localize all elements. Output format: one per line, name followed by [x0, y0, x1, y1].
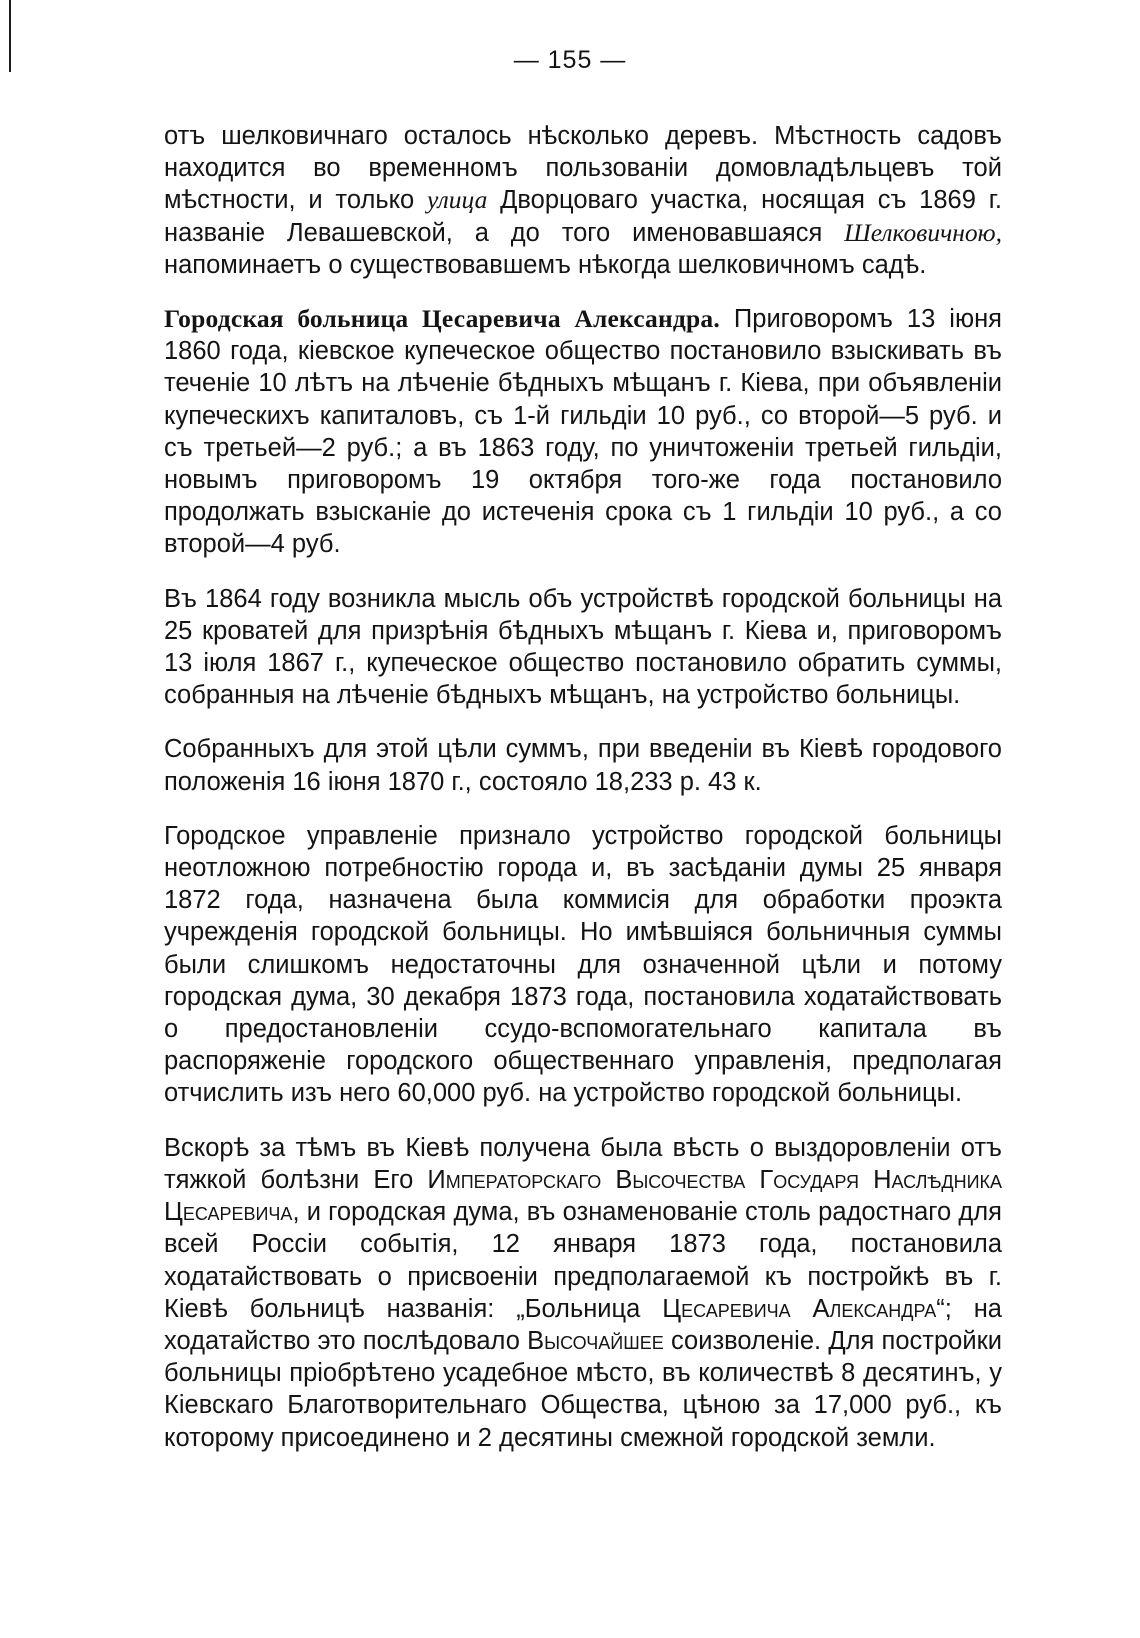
paragraph-text: Дворцоваго участка, носящая съ 1869 г. названіе Левашевской, а до того именовавшаяся	[164, 186, 1002, 247]
section-heading: Городская больница Цесаревича Александра.	[164, 304, 720, 334]
paragraph	[164, 820, 1002, 1110]
body-text	[164, 120, 1002, 1476]
paragraph	[164, 733, 1002, 797]
paragraph-text: Вскорѣ за тѣмъ въ Кіевѣ получена была вѣсть о выздоровленіи отъ тяжкой болѣзни Его	[164, 1133, 1002, 1194]
small-caps-text: Высочайшее	[527, 1326, 664, 1355]
paragraph-text: Въ 1864 году возникла мысль объ устройствѣ городской больницы на 25 кроватей для призрѣнія бѣдныхъ мѣщанъ г. Кіева и, приговоромъ 13 іюля 1867 г., купеческое общество постановило обратить суммы, собранныя на лѣченіе бѣдныхъ мѣщанъ, на устройство больницы.	[164, 584, 1002, 710]
paragraph-text: , и городская дума, въ ознаменованіе столь радостнаго для всей Россіи событія, 12 января 1873 года, постановила ходатайствовать о присвоеніи предполагаемой къ постройкѣ въ г. Кіевѣ больницѣ названія: „Больница	[164, 1198, 1002, 1323]
page-number: — 155 —	[513, 46, 627, 74]
paragraph-text: Приговоромъ 13 іюня 1860 года, кіевское купеческое общество постановило взыскивать въ теченіе 10 лѣтъ на лѣченіе бѣдныхъ мѣщанъ г. Кіева, при объявленіи купеческихъ капиталовъ, съ 1-й гильдіи 10 руб., со второй—5 руб. и съ третьей—2 руб.; а въ 1863 году, по уничтоженіи третьей гильдіи, новымъ приговоромъ 19 октября того-же года постановило продолжать взысканіе до истеченія срока съ 1 гильдіи 10 руб., а со второй—4 руб.	[164, 305, 1002, 559]
paragraph-text: “; на ходатайство это послѣдовало	[164, 1294, 1002, 1355]
paragraph-text: отъ шелковичнаго осталось нѣсколько деревъ. Мѣстность садовъ находится во временномъ пользованіи домовладѣльцевъ той мѣстности, и только	[164, 122, 1002, 215]
small-caps-text: Цесаревича Александра	[662, 1294, 937, 1323]
paragraph-text: напоминаетъ о существовавшемъ нѣкогда шелковичномъ садѣ.	[164, 250, 927, 279]
paragraph	[164, 583, 1002, 712]
paragraph-text: соизволеніе. Для постройки больницы пріобрѣтено усадебное мѣсто, въ количествѣ 8 десятинъ, у Кіевскаго Благотворительнаго Общества, цѣною за 17,000 руб., къ которому присоединено и 2 десятины смежной городской земли.	[164, 1326, 1002, 1452]
italic-text: улица	[427, 185, 488, 215]
paragraph	[164, 120, 1002, 281]
paragraph-text: Городское управленіе признало устройство городской больницы неотложною потребностію города и, въ засѣданіи думы 25 января 1872 года, назначена была коммисія для обработки проэкта учрежденія городской больницы. Но имѣвшіяся больничныя суммы были слишкомъ недостаточны для означенной цѣли и потому городская дума, 30 декабря 1873 года, постановила ходатайствовать о предостановленіи ссудо-вспомогательнаго капитала въ распоряженіе городского общественнаго управленія, предполагая отчислить изъ него 60,000 руб. на устройство городской больницы.	[164, 821, 1002, 1108]
paragraph	[164, 303, 1002, 561]
italic-text: Шелковичною,	[844, 217, 1002, 247]
small-caps-text: Императорскаго Высочества Государя Наслѣдника Цесаревича	[164, 1165, 1002, 1227]
paragraph-text: Собранныхъ для этой цѣли суммъ, при введеніи въ Кіевѣ городового положенія 16 іюня 1870 г., состояло 18,233 р. 43 к.	[164, 735, 1002, 796]
paragraph	[164, 1132, 1002, 1454]
